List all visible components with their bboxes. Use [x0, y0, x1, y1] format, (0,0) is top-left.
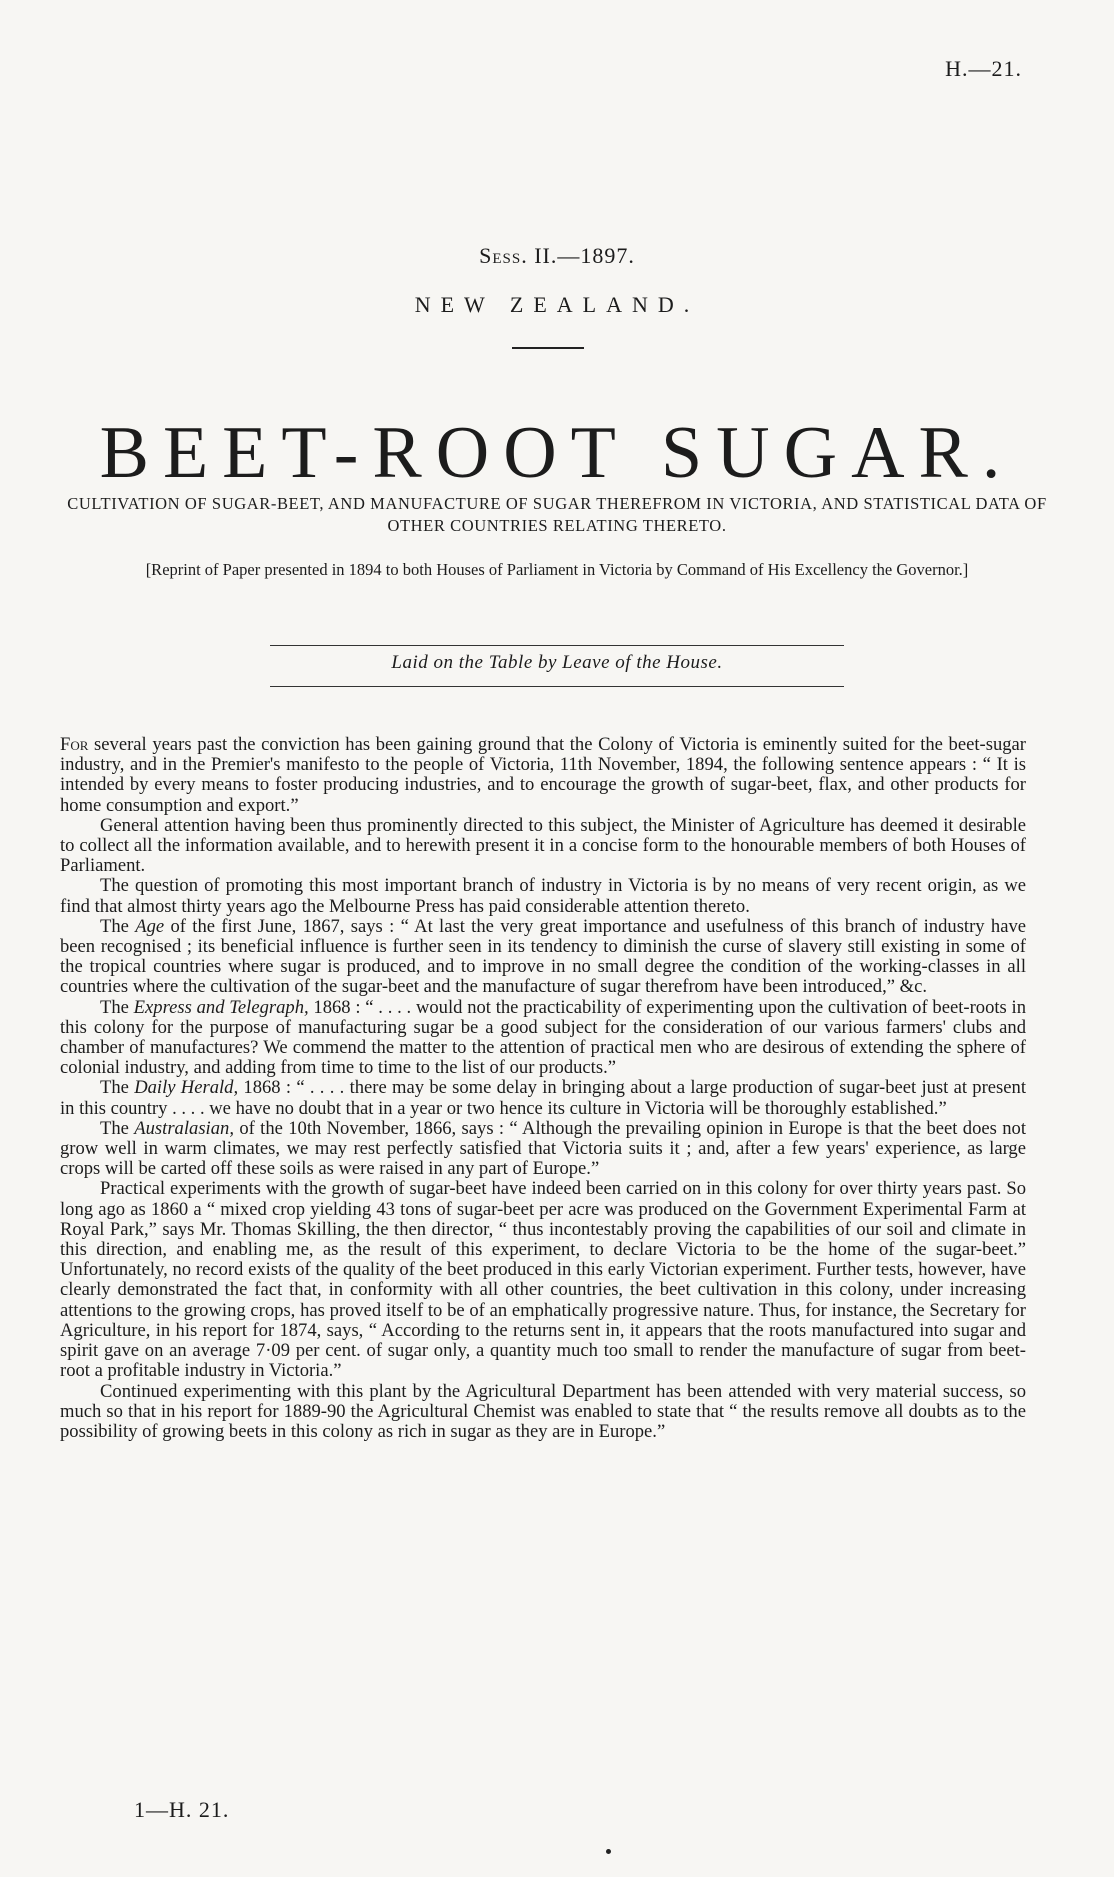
stray-mark — [606, 1849, 611, 1854]
header-divider — [512, 347, 584, 349]
paragraph-intro-text: several years past the conviction has been gaining ground that the Colony of Victoria is eminently suited for the beet-sugar industry, and in the Premier's manifesto to the people of Victoria, 11th November, 1894, the following sentence appears : “ It is intended by every means to foster producing industries, and to encourage the growth of sugar-beet, flax, and other products for home consumption and export.” — [60, 734, 1026, 816]
newspaper-name: Australasian, — [134, 1117, 234, 1139]
signature-mark: 1—H. 21. — [134, 1797, 230, 1822]
laid-on-table-note: Laid on the Table by Leave of the House. — [391, 652, 723, 673]
page-reference: H.—21. — [945, 56, 1022, 81]
paragraph-express-quote — [60, 998, 1026, 1079]
paragraph-lead: The — [100, 1117, 135, 1139]
session-year: II.—1897. — [527, 243, 635, 268]
quote-text: of the 10th November, 1866, says : “ Although the prevailing opinion in Europe is that the beet does not grow well in warm climates, we may rest perfectly satisfied that Victoria suits it ; and, after a few years' experience, as large crops will be carted off these soils as were raised in any part of Europe.” — [60, 1117, 1026, 1180]
paragraph-success: Continued experimenting with this plant by the Agricultural Department has been attended with very material success, so much so that in his report for 1889-90 the Agricultural Chemist was enabled to state that “ the results remove all doubts as to the possibility of growing beets in this colony as rich in sugar as they are in Europe.” — [60, 1380, 1026, 1442]
newspaper-name: Daily Herald, — [134, 1077, 239, 1099]
newspaper-name: Express and Telegraph, — [133, 996, 309, 1018]
reprint-note: [Reprint of Paper presented in 1894 to both Houses of Parliament in Victoria by Command of His Excellency the Governor.] — [145, 560, 969, 579]
session-prefix: Sess. — [479, 243, 528, 268]
paragraph-lead: The — [100, 996, 134, 1018]
document-title: BEET-ROOT SUGAR. — [99, 412, 1015, 494]
quote-text: 1868 : “ . . . . there may be some delay in bringing about a large production of sugar-beet just at present in this country . . . . we have no doubt that in a year or two hence its culture in Victoria will be thoroughly established.” — [60, 1077, 1026, 1119]
paragraph-lead: The — [100, 1077, 135, 1099]
laid-divider-bottom — [270, 686, 844, 687]
paragraph-age-quote — [60, 917, 1026, 998]
paragraph-lead: The — [100, 915, 136, 937]
session-line — [0, 243, 1114, 269]
country-heading: NEW ZEALAND. — [414, 292, 700, 317]
opening-word: For — [60, 734, 89, 755]
quote-text: of the first June, 1867, says : “ At last the very great importance and usefulness of this branch of industry have been recognised ; its beneficial influence is further seen in its tendency to diminish the curse of slavery still existing in some of the tropical countries where sugar is produced, and to improve in no small degree the condition of the working-classes in all countries where the cultivation of the sugar-beet and the manufacture of sugar therefrom have been introduced,” &c. — [60, 915, 1026, 998]
paragraph-herald-quote — [60, 1078, 1026, 1118]
paragraph-experiments: Practical experiments with the growth of sugar-beet have indeed been carried on in this colony for over thirty years past. So long ago as 1860 a “ mixed crop yielding 43 tons of sugar-beet per acre was produced on the Government Experimental Farm at Royal Park,” says Mr. Thomas Skilling, the then director, “ thus incontestably proving the capabilities of our soil and climate in this direction, and enabling me, as the result of this experiment, to declare Victoria to be the home of the sugar-beet.” Unfortunately, no record exists of the quality of the beet produced in this early Victorian experiment. Further tests, however, have clearly demonstrated the fact that, in conformity with all other countries, the beet cultivation in this colony, under increasing attentions to the growing crops, has proved itself to be of an emphatically progressive nature. Thus, for instance, the Secretary for Agriculture, in his report for 1874, says, “ According to the returns sent in, it appears that the roots manufactured into sugar and spirit gave on an average 7·09 per cent. of sugar only, a quantity much too small to render the manufacture of sugar from beet-root a profitable industry in Victoria.” — [60, 1178, 1026, 1382]
laid-divider-top — [270, 645, 844, 646]
paragraph-origin: The question of promoting this most important branch of industry in Victoria is by no means of very recent origin, as we find that almost thirty years ago the Melbourne Press has paid considerable attention thereto. — [60, 875, 1026, 917]
quote-text: 1868 : “ . . . . would not the practicability of experimenting upon the cultivation of beet-roots in this colony for the purpose of manufacturing sugar be a good subject for the consideration of our various farmers' clubs and chamber of manufactures? We commend the matter to the attention of practical men who are desirous of extending the sphere of colonial industry, and adding from time to time to the list of our products.” — [60, 996, 1026, 1079]
paragraph-intro — [60, 735, 1026, 816]
paragraph-attention: General attention having been thus prominently directed to this subject, the Minister of Agriculture has deemed it desirable to collect all the information available, and to herewith present it in a concise form to the honourable members of both Houses of Parliament. — [60, 814, 1026, 877]
paragraph-australasian-quote — [60, 1119, 1026, 1180]
body-text — [60, 735, 1026, 1442]
newspaper-name: Age — [135, 915, 165, 937]
document-subtitle: CULTIVATION OF SUGAR-BEET, AND MANUFACTURE OF SUGAR THEREFROM IN VICTORIA, AND STATISTICAL DATA OF OTHER COUNTRIES RELATING THERETO. — [67, 494, 1047, 535]
